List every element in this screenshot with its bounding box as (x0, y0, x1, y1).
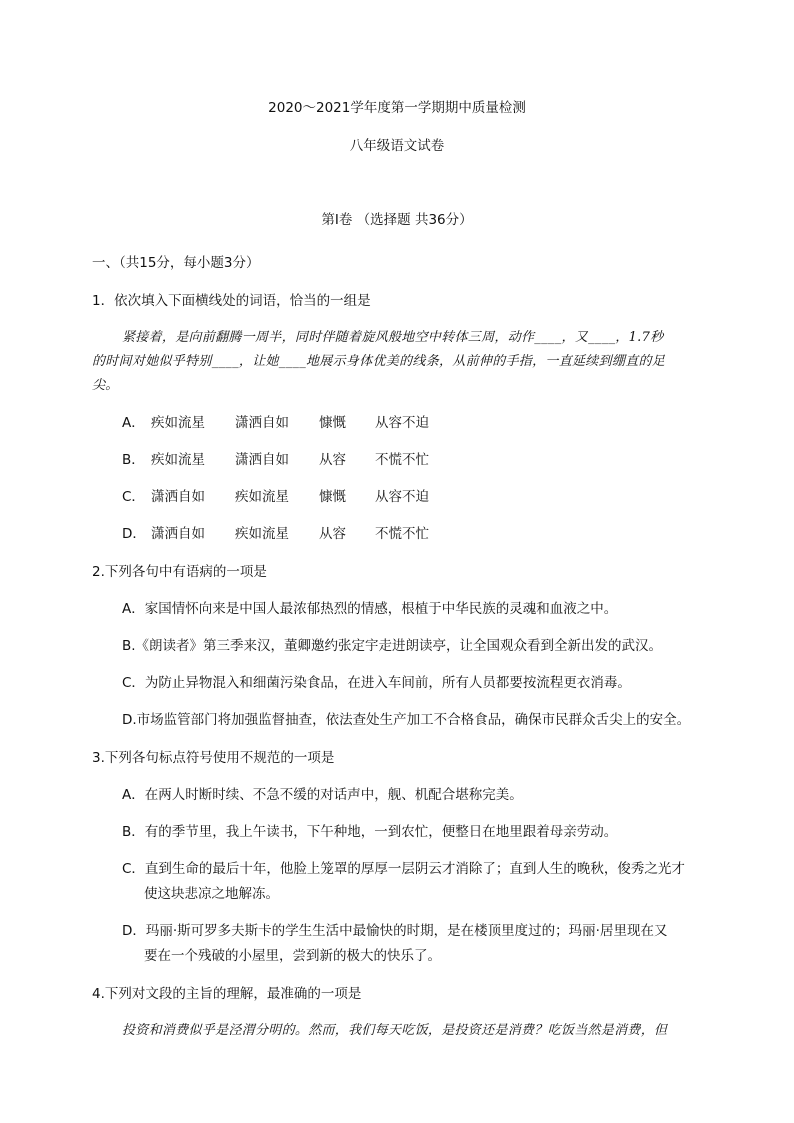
question-3-option-d: D．玛丽·斯可罗多夫斯卡的学生生活中最愉快的时期，是在楼顶里度过的；玛丽·居里现在又 (122, 923, 668, 939)
section-heading: 一、（共15分，每小题3分） (92, 255, 260, 271)
exam-subtitle: 八年级语文试卷 (349, 138, 445, 154)
question-3-option-c-continued: 使这块悲凉之地解冻。 (144, 886, 279, 902)
question-3-option-a: A．在两人时断时续、不急不缓的对话声中，舰、机配合堪称完美。 (122, 787, 523, 803)
question-1-stem: 1．依次填入下面横线处的词语，恰当的一组是 (92, 293, 371, 309)
question-3-option-b: B．有的季节里，我上午读书，下午种地，一到农忙，便整日在地里跟着母亲劳动。 (122, 824, 618, 840)
option-word: 潇洒自如 (151, 489, 205, 505)
option-letter: B． (122, 452, 145, 468)
question-2-option-a: A．家国情怀向来是中国人最浓郁热烈的情感，根植于中华民族的灵魂和血液之中。 (122, 601, 618, 617)
question-3-option-c: C．直到生命的最后十年，他脸上笼罩的厚厚一层阴云才消除了；直到人生的晚秋，俊秀之光才 (122, 861, 685, 877)
option-word: 疾如流星 (151, 452, 205, 468)
question-2-option-c: C．为防止异物混入和细菌污染食品，在进入车间前，所有人员都要按流程更衣消毒。 (122, 675, 631, 691)
question-3-option-d-continued: 要在一个残破的小屋里，尝到新的极大的快乐了。 (144, 948, 441, 964)
option-word: 潇洒自如 (235, 452, 289, 468)
option-word: 疾如流星 (235, 526, 289, 542)
option-word: 潇洒自如 (235, 415, 289, 431)
option-word: 从容不迫 (375, 415, 429, 431)
option-word: 慷慨 (319, 489, 346, 505)
question-1-passage-line: 尖。 (92, 378, 119, 393)
option-word: 疾如流星 (151, 415, 205, 431)
option-letter: D． (122, 526, 146, 542)
option-letter: A． (122, 415, 145, 431)
option-word: 不慌不忙 (375, 526, 429, 542)
question-4-stem: 4.下列对文段的主旨的理解，最准确的一项是 (92, 986, 362, 1002)
part-heading: 第Ⅰ卷 （选择题 共36分） (321, 212, 473, 228)
question-4-passage-line: 投资和消费似乎是泾渭分明的。然而，我们每天吃饭，是投资还是消费？吃饭当然是消费，但 (122, 1023, 668, 1038)
exam-title: 2020～2021学年度第一学期期中质量检测 (268, 100, 526, 116)
question-3-stem: 3.下列各句标点符号使用不规范的一项是 (92, 750, 335, 766)
question-2-option-d: D.市场监管部门将加强监督抽查，依法查处生产加工不合格食品，确保市民群众舌尖上的安全。 (122, 712, 691, 728)
option-word: 从容不迫 (375, 489, 429, 505)
option-word: 从容 (319, 526, 346, 542)
question-2-option-b: B.《朗读者》第三季来汉，董卿邀约张定宇走进朗读亭，让全国观众看到全新出发的武汉。 (122, 638, 663, 654)
option-word: 慷慨 (319, 415, 346, 431)
option-word: 潇洒自如 (151, 526, 205, 542)
question-2-stem: 2.下列各句中有语病的一项是 (92, 564, 267, 580)
option-word: 疾如流星 (235, 489, 289, 505)
question-1-passage-line: 的时间对她似乎特别____，让她____地展示身体优美的线条，从前伸的手指，一直延续到绷直的足 (92, 354, 666, 369)
option-word: 从容 (319, 452, 346, 468)
question-1-passage-line: 紧接着，是向前翻腾一周半，同时伴随着旋风般地空中转体三周，动作____，又____，1.7秒 (122, 330, 664, 345)
option-letter: C． (122, 489, 145, 505)
option-word: 不慌不忙 (375, 452, 429, 468)
